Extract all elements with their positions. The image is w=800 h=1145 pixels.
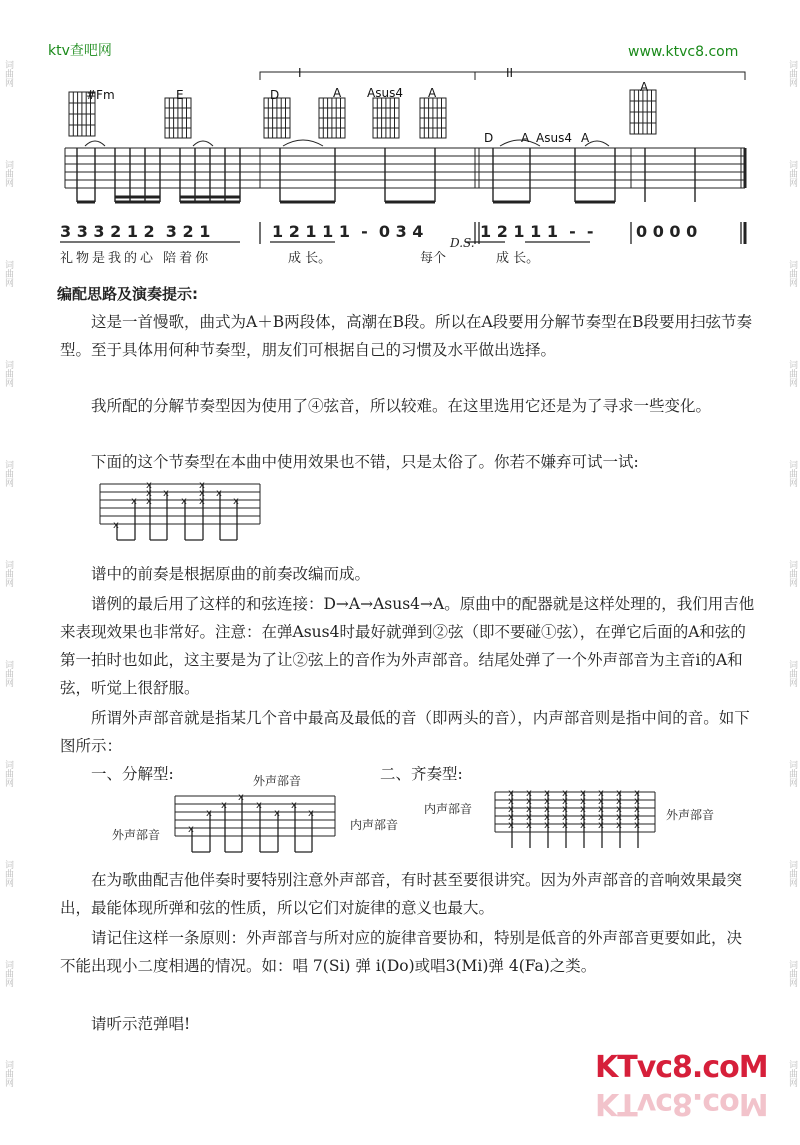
svg-text:x: x [291,800,297,811]
label-outer-voice-top: 外声部音 [253,774,302,788]
unison-voice-diagram [490,786,660,856]
site-logo-reflection: KTvc8.coM [595,1086,768,1121]
svg-text:x: x [544,788,550,799]
svg-text:x: x [544,804,550,815]
chord-diagram-a-2 [420,98,446,138]
watermark-text: 词曲网 [3,60,13,87]
svg-text:x: x [508,812,514,823]
svg-text:x: x [634,820,640,831]
svg-text:x: x [199,480,205,491]
chord-name: D [484,131,494,145]
label-outer-voice-bottom: 外声部音 [112,828,161,842]
svg-text:x: x [188,824,194,835]
svg-text:x: x [526,812,532,823]
svg-text:x: x [256,800,262,811]
lyric-line: 礼物是我的心 陪着你 [60,251,212,266]
svg-text:x: x [199,496,205,507]
svg-text:x: x [526,804,532,815]
tie-arcs [85,140,609,146]
notation-part-4: 0 0 0 0 [636,222,698,241]
paragraph: 请记住这样一条原则：外声部音与所对应的旋律音要协和，特别是低音的外声部音更要如此，决不能出现小二度相遇的情况。如：唱 7(Si) 弹 i(Do)或唱3(Mi)弹 4(Fa)之类。 [60,929,743,975]
paragraph: 我所配的分解节奏型因为使用了④弦音，所以较难。在这里选用它还是为了寻求一些变化。 [91,397,712,415]
watermark-text: 词曲网 [3,1060,13,1087]
label-outer-voice-2: 外声部音 [666,808,715,822]
svg-text:x: x [508,796,514,807]
svg-text:x: x [146,480,152,491]
watermark-text: 词曲网 [3,560,13,587]
svg-text:x: x [274,808,280,819]
rhythm-pattern-diagram [95,478,265,548]
watermark-text: 词曲网 [787,860,797,887]
label-inner-voice: 内声部音 [350,818,399,832]
section-number-2: II [506,66,514,80]
svg-text:x: x [221,800,227,811]
svg-text:x: x [544,812,550,823]
svg-text:x: x [598,804,604,815]
svg-text:x: x [598,812,604,823]
chord-name: A [428,86,437,100]
chord-name: A [640,80,649,94]
svg-text:x: x [146,496,152,507]
notation-part-3: 1 2 1 1 1 - - [480,222,594,241]
svg-text:x: x [616,796,622,807]
svg-text:x: x [544,820,550,831]
watermark-text: 词曲网 [787,660,797,687]
svg-text:x: x [562,812,568,823]
watermark-text: 词曲网 [787,1060,797,1087]
chord-name: #Fm [86,88,115,102]
rhythm-beams [77,197,615,202]
watermark-text: 词曲网 [787,360,797,387]
svg-text:x: x [580,820,586,831]
paragraph: 请听示范弹唱! [91,1015,191,1033]
chord-name: A [333,86,342,100]
guitar-score [55,62,755,277]
paragraph: 谱例的最后用了这样的和弦连接：D→A→Asus4→A。原曲中的配器就是这样处理的，我们用吉他来表现效果也非常好。注意：在弹Asus4时最好就弹到②弦（即不要碰①弦），在弹它后面的A和弦的第一拍时也如此，这主要是为了让②弦上的音作为外声部音。结尾处弹了一个外声部音为主音i的A和弦，听觉上很舒服。 [60,595,755,697]
watermark-text: 词曲网 [787,760,797,787]
chord-name: D [270,88,280,102]
lyric-line: 成 长。 [496,251,540,266]
svg-text:x: x [181,496,187,507]
svg-text:x: x [616,820,622,831]
svg-text:x: x [544,796,550,807]
watermark-text: 词曲网 [3,760,13,787]
svg-text:x: x [616,812,622,823]
chord-name: A [581,131,590,145]
right-watermark-strip [784,0,800,1145]
section-bracket-1 [260,72,495,80]
notation-part-2: 1 2 1 1 1 - 0 3 4 [272,222,424,241]
svg-text:x: x [238,792,244,803]
paragraph: 在为歌曲配吉他伴奏时要特别注意外声部音，有时甚至要很讲究。因为外声部音的音响效果最突出，最能体现所弹和弦的性质，所以它们对旋律的意义也最大。 [60,871,743,917]
svg-text:x: x [163,488,169,499]
svg-text:x: x [562,788,568,799]
svg-text:x: x [580,812,586,823]
lyric-line: 每个 [420,251,447,266]
label-inner-voice-2: 内声部音 [424,802,473,816]
svg-text:x: x [634,796,640,807]
chord-diagram-e [165,98,191,138]
watermark-text: 词曲网 [787,160,797,187]
watermark-text: 词曲网 [3,860,13,887]
svg-text:x: x [562,820,568,831]
svg-text:x: x [526,788,532,799]
svg-text:x: x [580,796,586,807]
paragraph: 下面的这个节奏型在本曲中使用效果也不错，只是太俗了。你若不嫌弃可试一试: [91,453,639,471]
chord-diagram-d [264,98,290,138]
svg-text:x: x [580,804,586,815]
watermark-text: 词曲网 [3,260,13,287]
watermark-text: 词曲网 [3,460,13,487]
svg-text:x: x [216,488,222,499]
watermark-text: 词曲网 [3,360,13,387]
svg-text:x: x [526,796,532,807]
watermark-text: 词曲网 [787,460,797,487]
watermark-text: 词曲网 [3,660,13,687]
svg-text:x: x [508,804,514,815]
section-number-1: I [298,66,302,80]
figure-label-unison: 二、齐奏型: [380,765,463,783]
watermark-text: 词曲网 [3,960,13,987]
watermark-text: 词曲网 [787,260,797,287]
section-title: 编配思路及演奏提示: [57,285,198,303]
section-bracket-2 [475,72,745,80]
svg-text:x: x [562,804,568,815]
svg-text:x: x [206,808,212,819]
svg-text:x: x [634,804,640,815]
chord-diagram-a [319,98,345,138]
svg-text:x: x [233,496,239,507]
paragraph: 谱中的前奏是根据原曲的前奏改编而成。 [91,565,371,583]
svg-text:x: x [308,808,314,819]
figure-label-arpeggio: 一、分解型: [91,765,174,783]
chord-diagram-asus4 [373,98,399,138]
arpeggio-voice-diagram [170,790,340,860]
svg-text:x: x [113,520,119,531]
svg-text:x: x [131,496,137,507]
svg-text:x: x [598,796,604,807]
notation-part-1: 3 3 3 2 1 2 3 2 1 [60,222,211,241]
svg-text:x: x [508,820,514,831]
site-url-right[interactable]: www.ktvc8.com [628,44,739,60]
chord-name: Asus4 [536,131,572,145]
lyric-line: 成 长。 [288,251,332,266]
paragraph: 所谓外声部音就是指某几个音中最高及最低的音（即两头的音），内声部音则是指中间的音。如下图所示： [60,709,750,755]
svg-text:x: x [616,804,622,815]
svg-text:x: x [598,788,604,799]
chord-diagram-a-3 [630,90,656,134]
chord-name: Asus4 [367,86,403,100]
svg-text:x: x [580,788,586,799]
site-logo[interactable]: KTvc8.coM [595,1050,768,1085]
svg-text:x: x [562,796,568,807]
svg-text:x: x [508,788,514,799]
svg-text:x: x [634,788,640,799]
svg-text:x: x [526,820,532,831]
svg-text:x: x [199,488,205,499]
chord-name: A [521,131,530,145]
svg-text:x: x [634,812,640,823]
watermark-text: 词曲网 [787,560,797,587]
watermark-text: 词曲网 [787,960,797,987]
watermark-text: 词曲网 [787,60,797,87]
paragraph: 这是一首慢歌，曲式为A＋B两段体，高潮在B段。所以在A段要用分解节奏型在B段要用扫弦节奏型。至于具体用何种节奏型，朋友们可根据自己的习惯及水平做出选择。 [60,313,753,359]
left-watermark-strip [0,0,16,1145]
ds-mark: D.S. [450,236,475,250]
svg-text:x: x [146,488,152,499]
chord-name: E [176,88,184,102]
svg-text:x: x [598,820,604,831]
tab-staff [65,148,745,188]
site-name-left[interactable]: ktv查吧网 [48,43,112,59]
svg-text:x: x [616,788,622,799]
watermark-text: 词曲网 [3,160,13,187]
